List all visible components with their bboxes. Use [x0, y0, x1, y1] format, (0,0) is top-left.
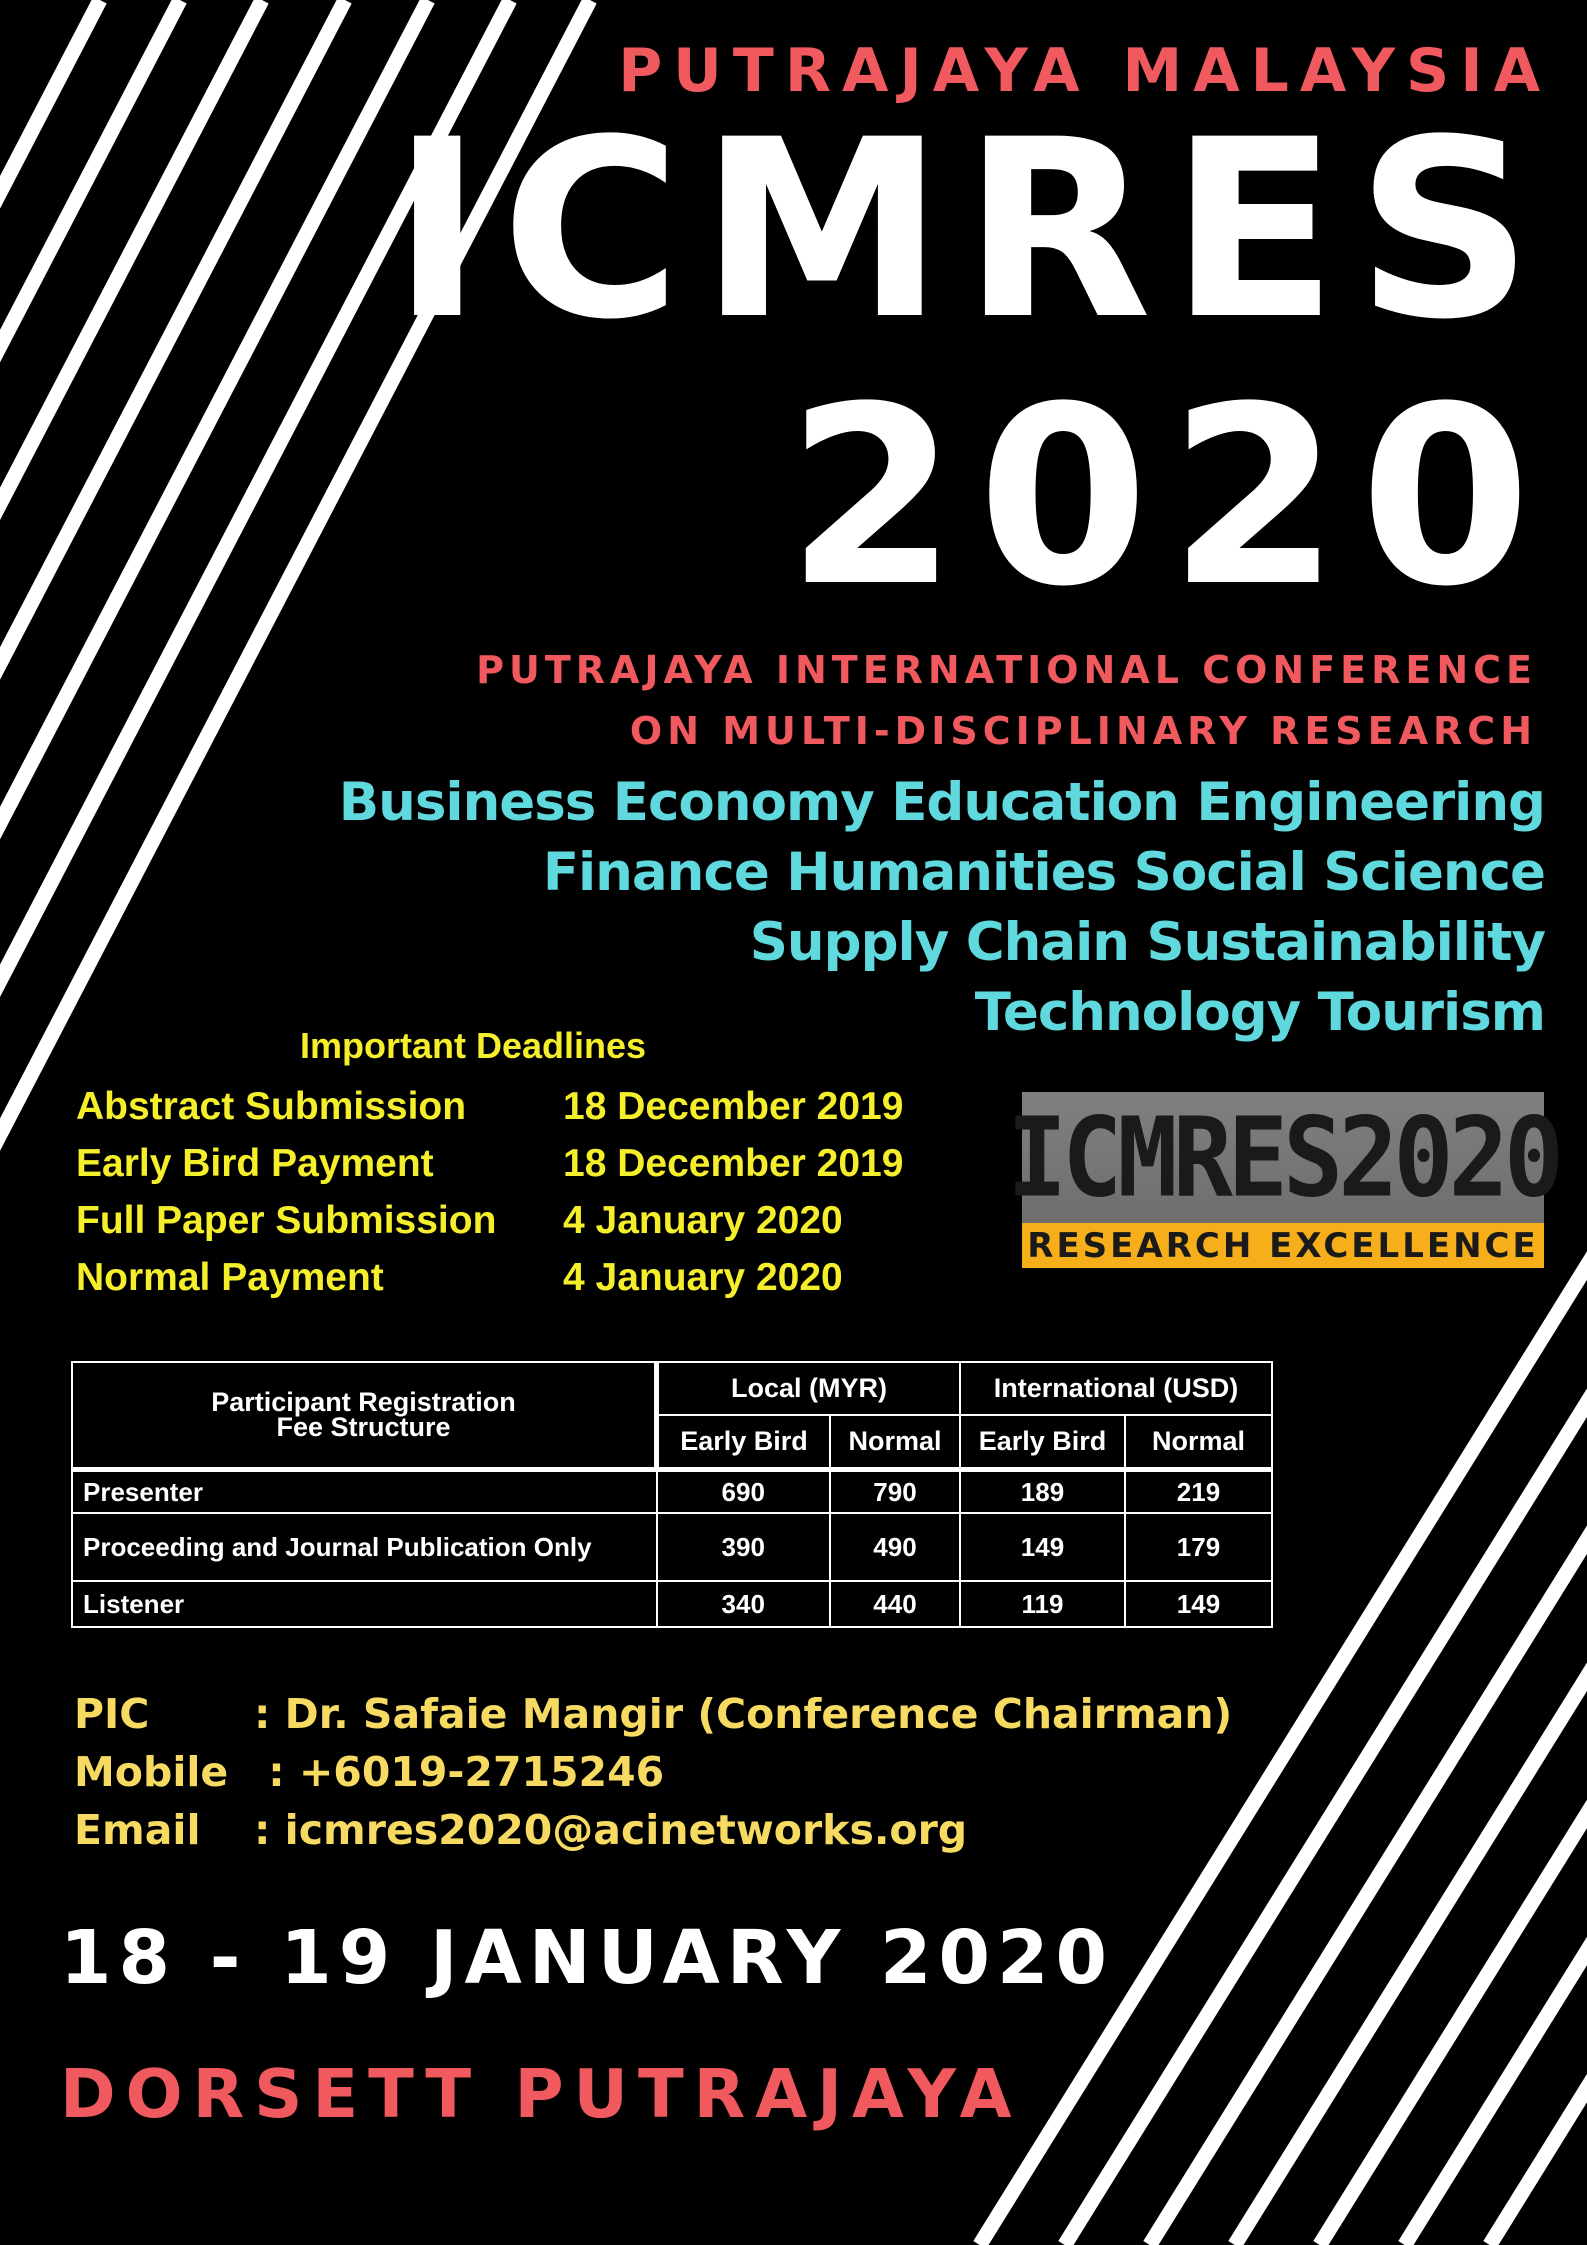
conference-year: 2020: [786, 355, 1551, 641]
fee-cell: 149: [960, 1513, 1125, 1581]
deadline-date: 4 January 2020: [563, 1255, 843, 1299]
deadlines-list: [76, 1078, 903, 1306]
row-label: Proceeding and Journal Publication Only: [72, 1513, 657, 1581]
topics-line: Business Economy Education Engineering: [338, 772, 1545, 833]
local-early-bird-header: Early Bird: [657, 1415, 831, 1470]
conference-name-line-2: ON MULTI-DISCIPLINARY RESEARCH: [629, 709, 1537, 753]
deadline-row: [76, 1249, 903, 1306]
badge-logo-text: ICMRES2020: [1006, 1093, 1560, 1222]
fee-table-title-line-1: Participant Registration: [211, 1387, 516, 1417]
fee-cell: 149: [1125, 1581, 1272, 1627]
fee-cell: 440: [830, 1581, 960, 1627]
deadline-label: Normal Payment: [76, 1255, 384, 1299]
deadline-row: [76, 1078, 903, 1135]
contact-key: PIC: [74, 1690, 150, 1738]
deadline-row: [76, 1192, 903, 1249]
international-early-bird-header: Early Bird: [960, 1415, 1125, 1470]
contact-row-pic: [74, 1685, 1232, 1743]
registration-fee-table: [71, 1361, 1273, 1628]
contact-email[interactable]: : icmres2020@acinetworks.org: [254, 1806, 968, 1854]
fee-cell: 790: [830, 1470, 960, 1514]
row-label: Presenter: [72, 1470, 657, 1514]
research-excellence-badge: [1006, 1092, 1560, 1268]
deadline-date: 18 December 2019: [563, 1084, 904, 1128]
international-currency-header: International (USD): [960, 1362, 1272, 1415]
conference-full-name: [476, 640, 1537, 762]
deadline-label: Abstract Submission: [76, 1084, 467, 1128]
local-normal-header: Normal: [830, 1415, 960, 1470]
local-currency-header: Local (MYR): [657, 1362, 961, 1415]
deadline-label: Early Bird Payment: [76, 1141, 434, 1185]
venue-name: DORSETT PUTRAJAYA: [60, 2055, 1022, 2133]
badge-logo-panel: [1006, 1092, 1560, 1223]
row-label: Listener: [72, 1581, 657, 1627]
event-date: 18 - 19 JANUARY 2020: [60, 1915, 1115, 2001]
contact-row-email: [74, 1801, 1232, 1859]
contact-value: : +6019-2715246: [254, 1748, 665, 1796]
deadline-date: 18 December 2019: [563, 1141, 904, 1185]
fee-cell: 119: [960, 1581, 1125, 1627]
topics-line: Technology Tourism: [974, 982, 1545, 1043]
fee-cell: 490: [830, 1513, 960, 1581]
table-row: [72, 1470, 1272, 1514]
fee-cell: 179: [1125, 1513, 1272, 1581]
location-heading: PUTRAJAYA MALAYSIA: [618, 36, 1551, 106]
contact-info: [74, 1685, 1232, 1859]
deadline-row: [76, 1135, 903, 1192]
international-normal-header: Normal: [1125, 1415, 1272, 1470]
fee-cell: 690: [657, 1470, 831, 1514]
contact-value: : Dr. Safaie Mangir (Conference Chairman): [254, 1690, 1233, 1738]
deadline-date: 4 January 2020: [563, 1198, 843, 1242]
deadline-label: Full Paper Submission: [76, 1198, 497, 1242]
fee-cell: 390: [657, 1513, 831, 1581]
deadlines-title: Important Deadlines: [300, 1025, 647, 1066]
topics-line: Finance Humanities Social Science: [542, 842, 1545, 903]
contact-row-mobile: [74, 1743, 1232, 1801]
contact-key: Mobile: [74, 1748, 229, 1796]
topics-list: [339, 768, 1545, 1048]
badge-tagline: RESEARCH EXCELLENCE: [1022, 1223, 1544, 1268]
fee-table-title: [72, 1362, 657, 1470]
conference-acronym: ICMRES: [391, 88, 1551, 374]
table-row: [72, 1581, 1272, 1627]
topics-line: Supply Chain Sustainability: [749, 912, 1545, 973]
table-row: [72, 1513, 1272, 1581]
fee-table-title-line-2: Fee Structure: [276, 1412, 451, 1442]
contact-key: Email: [74, 1806, 201, 1854]
fee-cell: 189: [960, 1470, 1125, 1514]
conference-name-line-1: PUTRAJAYA INTERNATIONAL CONFERENCE: [476, 648, 1537, 692]
fee-cell: 219: [1125, 1470, 1272, 1514]
fee-cell: 340: [657, 1581, 831, 1627]
